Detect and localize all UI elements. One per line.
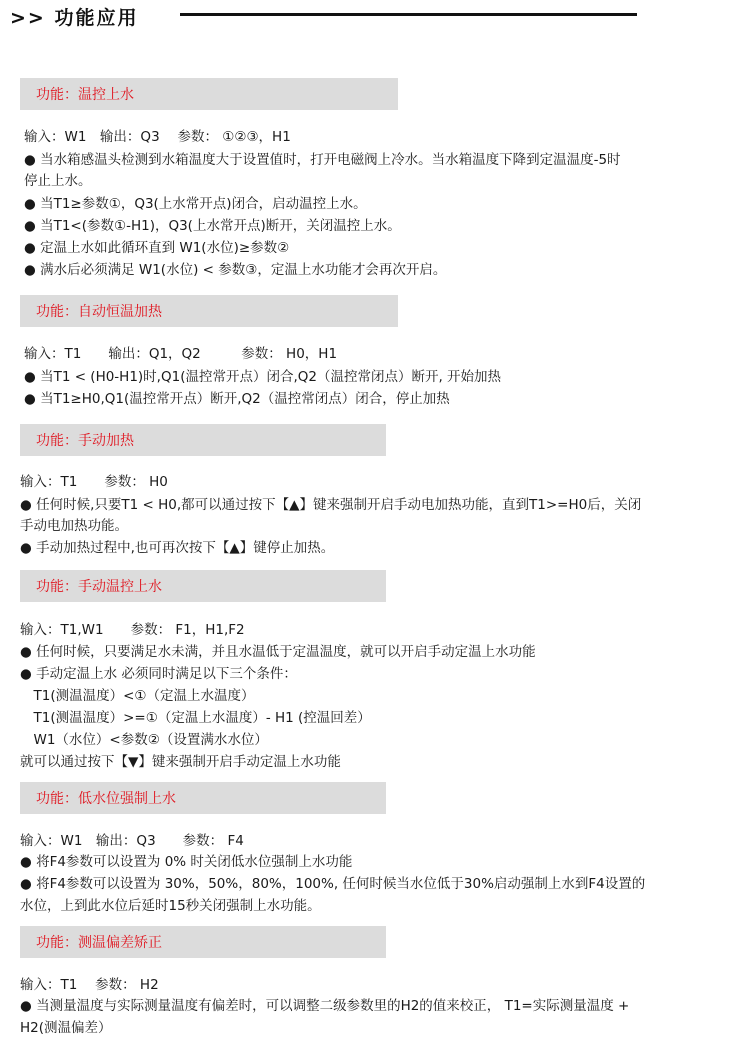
condition-line: T1(测温温度）<①（定温上水温度） bbox=[20, 688, 255, 704]
section-title: 功能：测温偏差矫正 bbox=[36, 935, 162, 951]
bullet-line: ● 满水后必须满足 W1(水位) < 参数③，定温上水功能才会再次开启。 bbox=[24, 262, 447, 278]
bullet-line: ● 当T1≥H0,Q1(温控常开点）断开,Q2（温控常闭点）闭合，停止加热 bbox=[24, 391, 450, 407]
io-params-line: 输入：T1 参数： H0 bbox=[20, 474, 168, 490]
section-bar-manual-temp-fill bbox=[20, 570, 386, 602]
bullet-line: ● 任何时候,只要T1 < H0,都可以通过按下【▲】键来强制开启手动电加热功能，直到T1>=H0后，关闭 bbox=[20, 497, 642, 513]
section-bar-low-water-fill bbox=[20, 782, 386, 814]
page-header bbox=[10, 4, 138, 28]
page-title: >> 功能应用 bbox=[10, 6, 139, 29]
bullet-continuation: 水位，上到此水位后延时15秒关闭强制上水功能。 bbox=[20, 898, 321, 914]
conclusion-line: 就可以通过按下【▼】键来强制开启手动定温上水功能 bbox=[20, 754, 341, 770]
condition-line: T1(测温温度）>=①（定温上水温度）- H1 (控温回差） bbox=[20, 710, 371, 726]
header-rule bbox=[180, 13, 637, 16]
io-params-line: 输入：W1 输出：Q3 参数： F4 bbox=[20, 833, 244, 849]
bullet-line: ● 当T1 < (H0-H1)时,Q1(温控常开点）闭合,Q2（温控常闭点）断开, 开始加热 bbox=[24, 369, 502, 385]
bullet-line: ● 当T1≥参数①，Q3(上水常开点)闭合，启动温控上水。 bbox=[24, 196, 367, 212]
bullet-line: ● 当T1<(参数①-H1)，Q3(上水常开点)断开，关闭温控上水。 bbox=[24, 218, 401, 234]
io-params-line: 输入：T1,W1 参数： F1，H1,F2 bbox=[20, 622, 245, 638]
section-bar-manual-heating bbox=[20, 424, 386, 456]
bullet-line: ● 将F4参数可以设置为 0% 时关闭低水位强制上水功能 bbox=[20, 854, 353, 870]
bullet-continuation: 手动电加热功能。 bbox=[20, 518, 128, 534]
condition-line: W1（水位）<参数②（设置满水水位） bbox=[20, 732, 268, 748]
section-title: 功能：自动恒温加热 bbox=[36, 304, 162, 320]
section-bar-auto-heating bbox=[20, 295, 398, 327]
bullet-line: ● 手动加热过程中,也可再次按下【▲】键停止加热。 bbox=[20, 540, 335, 556]
bullet-line: ● 任何时候，只要满足水未满，并且水温低于定温温度，就可以开启手动定温上水功能 bbox=[20, 644, 536, 660]
bullet-line: ● 手动定温上水 必须同时满足以下三个条件： bbox=[20, 666, 297, 682]
io-params-line: 输入：T1 参数： H2 bbox=[20, 977, 159, 993]
bullet-line: ● 定温上水如此循环直到 W1(水位)≥参数② bbox=[24, 240, 290, 256]
section-title: 功能：温控上水 bbox=[36, 87, 134, 103]
section-title: 功能：手动温控上水 bbox=[36, 579, 162, 595]
bullet-line: ● 将F4参数可以设置为 30%，50%，80%，100%, 任何时候当水位低于30%启动强制上水到F4设置的 bbox=[20, 876, 646, 892]
io-params-line: 输入：W1 输出：Q3 参数： ①②③，H1 bbox=[24, 129, 291, 145]
section-title: 功能：手动加热 bbox=[36, 433, 134, 449]
io-params-line: 输入：T1 输出：Q1，Q2 参数： H0，H1 bbox=[24, 346, 338, 362]
bullet-line: ● 当测量温度与实际测量温度有偏差时，可以调整二级参数里的H2的值来校正， T1=实际测量温度 + bbox=[20, 998, 630, 1014]
section-title: 功能：低水位强制上水 bbox=[36, 791, 176, 807]
bullet-continuation: H2(测温偏差） bbox=[20, 1020, 112, 1036]
section-bar-temp-offset bbox=[20, 926, 386, 958]
bullet-line: ● 当水箱感温头检测到水箱温度大于设置值时，打开电磁阀上冷水。当水箱温度下降到定温温度-5时 bbox=[24, 152, 621, 168]
bullet-continuation: 停止上水。 bbox=[24, 173, 92, 189]
section-bar-temp-control-fill bbox=[20, 78, 398, 110]
